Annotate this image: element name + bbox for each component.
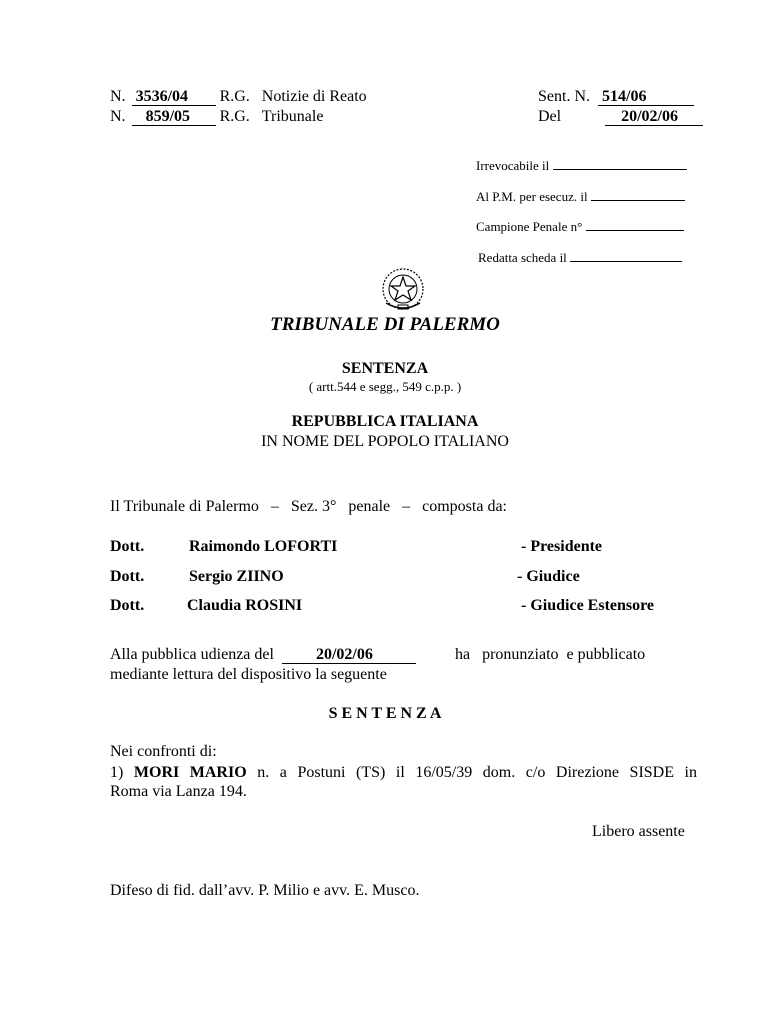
rg1-suffix: R.G. — [219, 88, 250, 105]
redatta-blank — [570, 249, 682, 262]
del-date: 20/02/06 — [605, 109, 703, 126]
judge-2-role: - Giudice — [517, 568, 580, 585]
composition-intro: Il Tribunale di Palermo – Sez. 3° penale – composta da: — [110, 498, 507, 515]
irrevocabile-line — [476, 157, 687, 174]
republic-heading: REPUBBLICA ITALIANA — [291, 413, 479, 430]
judge-1-name: Raimondo LOFORTI — [189, 538, 338, 555]
defendant-intro: Nei confronti di: — [110, 743, 217, 760]
campione-blank — [586, 218, 684, 231]
rg2-suffix: R.G. — [219, 108, 250, 125]
rg2-label: Tribunale — [261, 108, 324, 125]
al-pm-label: Al P.M. per esecuz. il — [476, 189, 588, 204]
campione-line — [476, 218, 684, 235]
people-heading: IN NOME DEL POPOLO ITALIANO — [261, 433, 509, 450]
sentence-title: SENTENZA — [341, 360, 429, 377]
court-title: TRIBUNALE DI PALERMO — [270, 314, 500, 335]
defendant-line-2: Roma via Lanza 194. — [110, 783, 247, 800]
defendant-name: MORI MARIO — [133, 764, 247, 781]
judge-3-name: Claudia ROSINI — [187, 597, 303, 614]
judge-1-role: - Presidente — [521, 538, 603, 555]
judge-2-name: Sergio ZIINO — [189, 568, 284, 585]
redatta-label: Redatta scheda il — [478, 250, 567, 265]
hearing-suffix: ha pronunziato e pubblicato — [455, 646, 646, 663]
judge-3-role: - Giudice Estensore — [521, 597, 655, 614]
hearing-line — [110, 645, 416, 665]
defendant-number: 1) — [110, 764, 124, 781]
al-pm-line — [476, 188, 685, 205]
defendant-details: n. a Postuni (TS) il 16/05/39 dom. c/o Direzione SISDE in — [257, 764, 698, 781]
irrevocabile-label: Irrevocabile il — [476, 158, 550, 173]
irrevocabile-blank — [553, 157, 687, 170]
redatta-line — [478, 249, 682, 266]
defendant-line-1 — [110, 763, 697, 783]
sentence-number-line — [538, 87, 694, 107]
rg2-prefix: N. — [110, 108, 126, 125]
judge-2-title: Dott. — [110, 568, 145, 585]
judge-3-title: Dott. — [110, 597, 145, 614]
defendant-status: Libero assente — [592, 823, 685, 840]
sentence-heading: S E N T E N Z A — [328, 705, 442, 722]
rg1-number: 3536/04 — [132, 89, 216, 106]
campione-label: Campione Penale n° — [476, 219, 583, 234]
sentence-date-line — [538, 107, 703, 127]
al-pm-blank — [591, 188, 685, 201]
italian-republic-emblem-icon — [378, 265, 428, 315]
rg-notizie-line — [110, 87, 367, 107]
hearing-date: 20/02/06 — [282, 647, 416, 664]
sent-number: 514/06 — [598, 89, 694, 106]
del-label: Del — [538, 108, 562, 125]
rg1-label: Notizie di Reato — [261, 88, 367, 105]
sent-label: Sent. N. — [538, 88, 590, 105]
judge-1-title: Dott. — [110, 538, 145, 555]
rg-tribunale-line — [110, 107, 323, 127]
hearing-prefix: Alla pubblica udienza del — [110, 646, 274, 663]
rg1-prefix: N. — [110, 88, 126, 105]
articles-reference: ( artt.544 e segg., 549 c.p.p. ) — [308, 379, 462, 394]
defense-counsel: Difeso di fid. dall’avv. P. Milio e avv. E. Musco. — [110, 882, 420, 899]
rg2-number: 859/05 — [132, 109, 216, 126]
hearing-line-2: mediante lettura del dispositivo la seguente — [110, 666, 387, 683]
